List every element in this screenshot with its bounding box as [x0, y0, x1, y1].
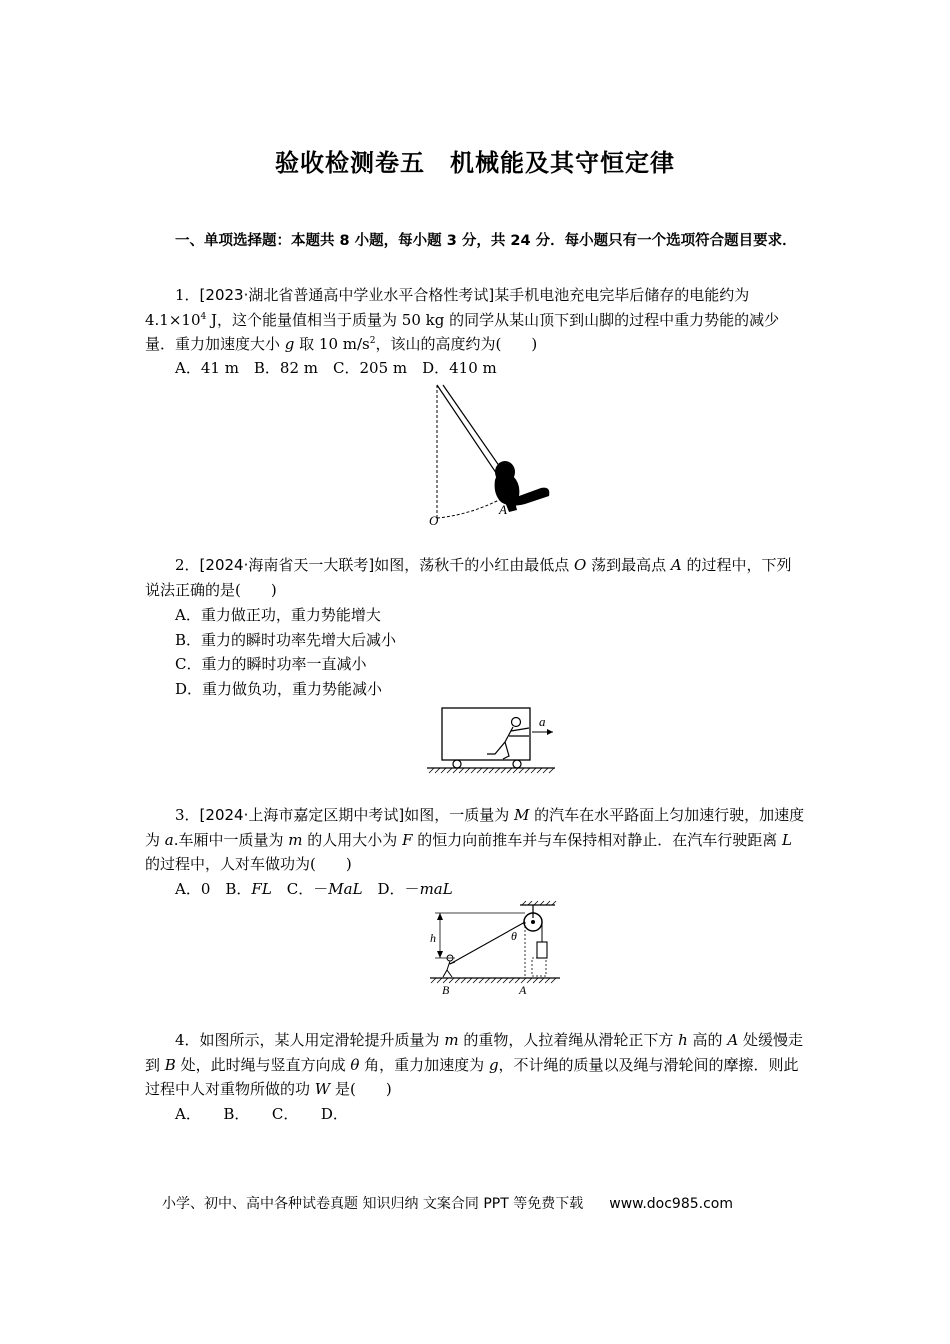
point-b-label: B [442, 983, 450, 997]
question-2-option-d: D．重力做负功，重力势能减小 [175, 680, 383, 698]
question-1-source: [2023·湖北省普通高中学业水平合格性考试] [199, 286, 495, 304]
question-2-option-a: A．重力做正功，重力势能增大 [175, 606, 381, 624]
question-3-options: A．0 B．FL C．－MaL D．－maL [175, 880, 453, 898]
acceleration-label: a [539, 714, 546, 729]
point-a-label: A [519, 983, 527, 997]
weight-block [537, 942, 547, 958]
swing-figure [425, 380, 565, 530]
car-figure [425, 704, 575, 776]
person-pushing-icon [487, 718, 529, 760]
footer-text: 小学、初中、高中各种试卷真题 知识归纳 文案合同 PPT 等免费下载 [162, 1196, 584, 1212]
footer [162, 1193, 733, 1213]
pulley-figure [425, 900, 565, 1000]
question-3-source: [2024·上海市嘉定区期中考试] [199, 806, 405, 824]
question-1-options: A．41 m B．82 m C．205 m D．410 m [175, 359, 497, 377]
section-heading: 一、单项选择题：本题共 8 小题，每小题 3 分，共 24 分．每小题只有一个选项符合题目要求． [175, 233, 797, 249]
question-2-source: [2024·海南省天一大联考] [199, 556, 375, 574]
question-4-options: A． B． C． D． [175, 1105, 348, 1123]
question-3: 3．[2024·上海市嘉定区期中考试]如图，一质量为 M 的汽车在水平路面上匀加速行驶，加速度为 a.车厢中一质量为 m 的人用大小为 F 的恒力向前推车并与车保持相对静止．在汽车行驶距离 L 的过程中，人对车做功为( ) [145, 806, 805, 873]
question-2: 2．[2024·海南省天一大联考]如图，荡秋千的小红由最低点 O 荡到最高点 A 的过程中，下列说法正确的是( ) [145, 556, 792, 599]
footer-link[interactable]: www.doc985.com [609, 1196, 733, 1212]
question-1: 1．[2023·湖北省普通高中学业水平合格性考试]某手机电池充电完毕后储存的电能约为 $4.1\times 10^4$ J，这个能量值相当于质量为 50 kg 的同学从某山顶下到山脚的过程中重力势能的减少量．重力加速度大小 g 取 10 $m/s^2$，该山的高度约为( ) [145, 286, 780, 353]
point-o-label: O [429, 513, 439, 528]
height-label: h [430, 931, 436, 945]
question-2-option-c: C．重力的瞬时功率一直减小 [175, 655, 367, 673]
page-title: 验收检测卷五 机械能及其守恒定律 [275, 149, 675, 177]
angle-label: θ [511, 929, 517, 943]
point-a-label: A [499, 502, 507, 517]
question-2-option-b: B．重力的瞬时功率先增大后减小 [175, 631, 397, 649]
question-4: 4．如图所示，某人用定滑轮提升质量为 m 的重物，人拉着绳从滑轮正下方 h 高的 A 处缓慢走到 B 处，此时绳与竖直方向成 θ 角，重力加速度为 g，不计绳的质量以及绳与滑轮间的摩擦．则此过程中人对重物所做的功 W 是( ) [145, 1031, 803, 1098]
